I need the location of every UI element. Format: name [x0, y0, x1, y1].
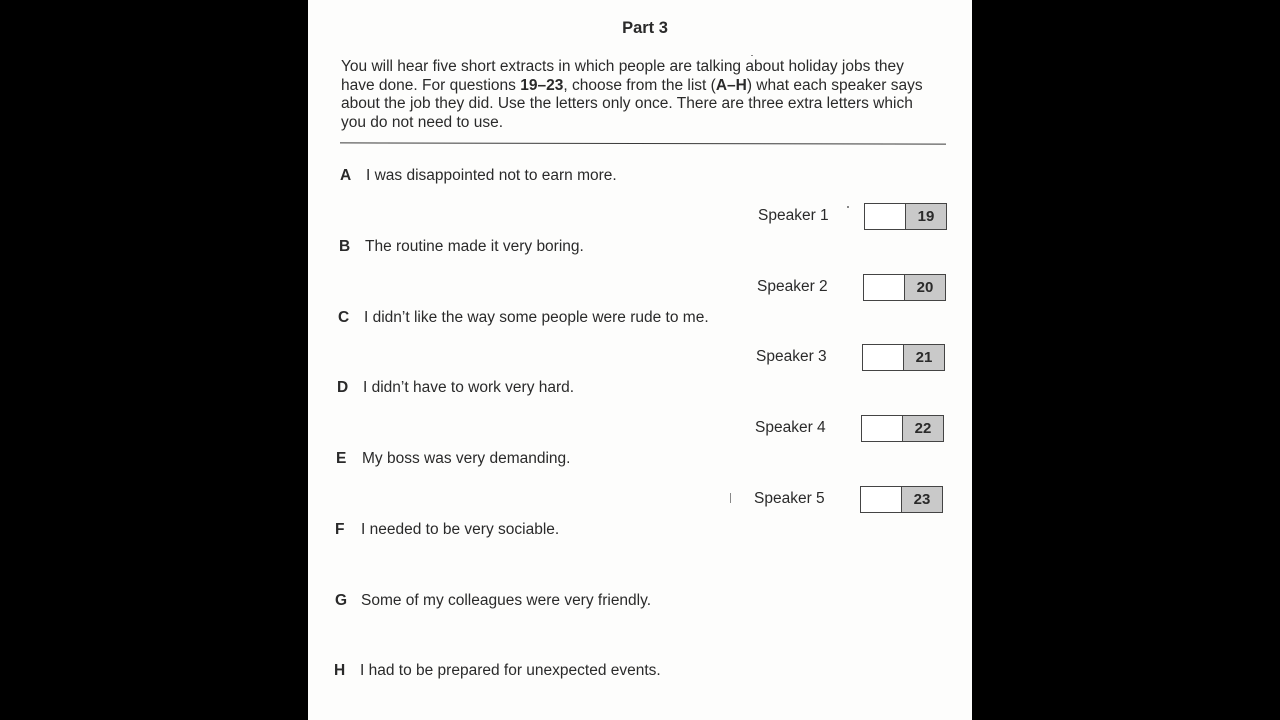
option-letter: D [337, 379, 349, 396]
letter-range: A–H [715, 76, 747, 94]
speaker-row-5 [754, 485, 943, 513]
option-d [337, 379, 574, 397]
exam-page [308, 0, 972, 720]
instructions-line-2 [341, 77, 953, 96]
scan-speck [847, 206, 849, 208]
option-text: I was disappointed not to earn more. [366, 167, 617, 184]
speaker-row-2 [757, 273, 946, 301]
instructions-line-1: You will hear five short extracts in which people are talking about holiday jobs they [341, 58, 904, 75]
instructions-text: , choose from the list ( [563, 76, 716, 94]
instructions-line-4: you do not need to use. [341, 113, 504, 131]
answer-field[interactable] [865, 204, 906, 229]
option-text: The routine made it very boring. [365, 238, 584, 255]
option-text: I didn’t have to work very hard. [363, 379, 575, 396]
answer-box [862, 344, 945, 371]
scan-speck [730, 493, 731, 503]
answer-box [864, 203, 947, 230]
option-letter: G [335, 592, 348, 609]
option-text: I didn’t like the way some people were rude to me. [364, 309, 709, 326]
speaker-row-1 [758, 202, 947, 230]
option-letter: A [340, 167, 352, 184]
answer-field[interactable] [863, 345, 904, 370]
question-number: 21 [904, 345, 944, 370]
question-number: 23 [902, 487, 942, 512]
option-letter: F [335, 521, 345, 538]
answer-field[interactable] [862, 416, 903, 441]
option-a [340, 167, 617, 185]
speaker-row-4 [755, 414, 944, 442]
part-title: Part 3 [622, 19, 668, 37]
speaker-label: Speaker 1 [758, 207, 829, 224]
instructions-line-3: about the job they did. Use the letters only once. There are three extra letters which [341, 95, 913, 112]
question-number: 22 [903, 416, 943, 441]
option-e [336, 450, 570, 468]
option-letter: H [334, 662, 346, 679]
option-g [335, 592, 651, 610]
speaker-label: Speaker 3 [756, 348, 827, 365]
speaker-row-3 [756, 343, 945, 371]
instructions-text: ) what each speaker says [746, 76, 923, 94]
divider-rule [340, 142, 946, 144]
question-number: 20 [905, 275, 945, 300]
option-text: Some of my colleagues were very friendly. [361, 592, 652, 609]
option-letter: E [336, 450, 347, 467]
instructions-text: have done. For questions [341, 76, 521, 94]
option-c [338, 309, 709, 327]
answer-box [863, 274, 946, 301]
option-h [334, 662, 661, 680]
scan-speck [751, 55, 753, 56]
answer-box [860, 486, 943, 513]
option-letter: C [338, 309, 350, 326]
speaker-label: Speaker 4 [755, 419, 826, 436]
question-number: 19 [906, 204, 946, 229]
instructions [341, 58, 953, 132]
option-letter: B [339, 238, 351, 255]
speaker-label: Speaker 5 [754, 490, 825, 507]
question-range: 19–23 [520, 76, 564, 94]
option-text: I needed to be very sociable. [361, 521, 560, 538]
speaker-label: Speaker 2 [757, 278, 828, 295]
option-text: I had to be prepared for unexpected events. [360, 662, 661, 679]
answer-box [861, 415, 944, 442]
answer-field[interactable] [861, 487, 902, 512]
option-b [339, 238, 584, 256]
option-text: My boss was very demanding. [362, 450, 571, 467]
answer-field[interactable] [864, 275, 905, 300]
option-f [335, 521, 559, 539]
